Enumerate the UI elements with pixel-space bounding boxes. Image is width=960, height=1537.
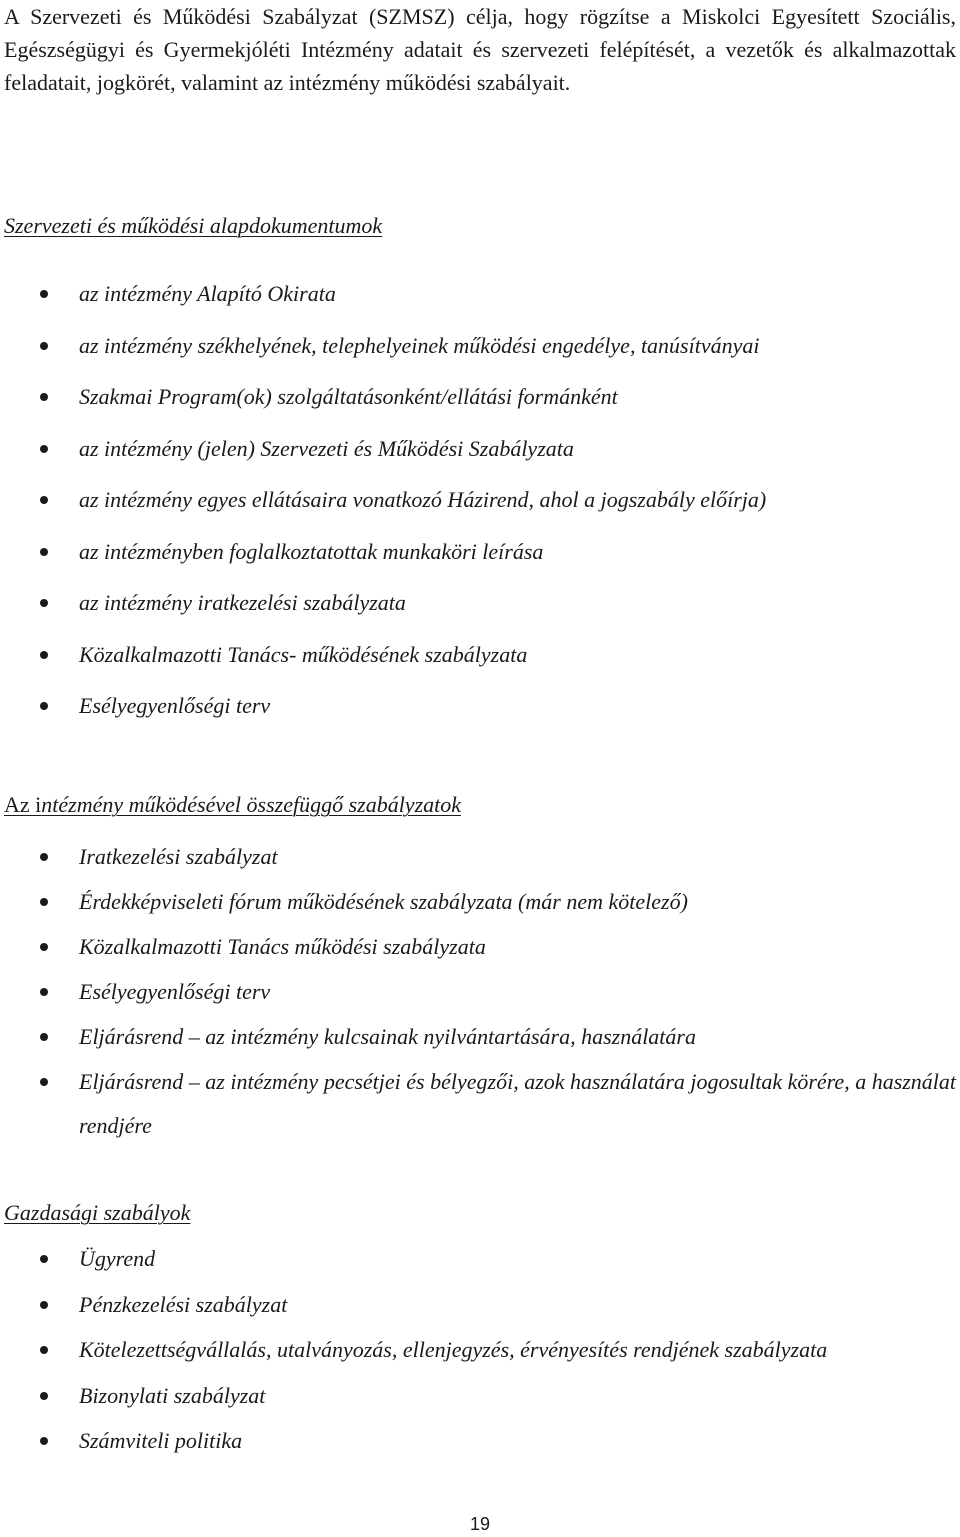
bullet-icon (40, 342, 48, 350)
bullet-icon (40, 898, 48, 906)
list-item: Esélyegyenlőségi terv (0, 978, 960, 1023)
list-item: Közalkalmazotti Tanács- működésének szabályzata (0, 641, 960, 693)
bullet-icon (40, 943, 48, 951)
bullet-icon (40, 1078, 48, 1086)
section-heading-related-regulations: Az intézmény működésével összefüggő szabályzatok (4, 792, 462, 817)
list-item: Szakmai Program(ok) szolgáltatásonként/ellátási formánként (0, 383, 960, 435)
bullet-icon (40, 1033, 48, 1041)
list-item: Bizonylati szabályzat (0, 1382, 960, 1428)
economic-rules-list (0, 1245, 960, 1473)
list-item: az intézmény iratkezelési szabályzata (0, 589, 960, 641)
bullet-icon (40, 1437, 48, 1445)
bullet-icon (40, 1346, 48, 1354)
list-item: az intézmény Alapító Okirata (0, 280, 960, 332)
list-item: az intézmény székhelyének, telephelyeinek működési engedélye, tanúsítványai (0, 332, 960, 384)
list-item: Ügyrend (0, 1245, 960, 1291)
bullet-icon (40, 548, 48, 556)
bullet-icon (40, 988, 48, 996)
list-item: Számviteli politika (0, 1427, 960, 1473)
section-heading-economic-rules: Gazdasági szabályok (4, 1200, 191, 1225)
bullet-icon (40, 1392, 48, 1400)
related-regulations-list (0, 843, 960, 1150)
list-item: Esélyegyenlőségi terv (0, 692, 960, 744)
list-item: Eljárásrend – az intézmény kulcsainak nyilvántartására, használatára (0, 1023, 960, 1068)
section-heading-basic-documents: Szervezeti és működési alapdokumentumok (4, 213, 383, 238)
bullet-icon (40, 853, 48, 861)
list-item: az intézmény egyes ellátásaira vonatkozó Házirend, ahol a jogszabály előírja) (0, 486, 960, 538)
bullet-icon (40, 393, 48, 401)
list-item: Pénzkezelési szabályzat (0, 1291, 960, 1337)
list-item: Érdekképviseleti fórum működésének szabályzata (már nem kötelező) (0, 888, 960, 933)
bullet-icon (40, 1255, 48, 1263)
list-item: az intézmény (jelen) Szervezeti és Működési Szabályzata (0, 435, 960, 487)
basic-documents-list (0, 280, 960, 744)
intro-paragraph: A Szervezeti és Működési Szabályzat (SZMSZ) célja, hogy rögzítse a Miskolci Egyesített Szociális, Egészségügyi és Gyermekjóléti Intézmény adatait és szervezeti felépítését, a vezetők és alkalmazottak feladatait, jogkörét, valamint az intézmény működési szabályait. (4, 4, 956, 95)
bullet-icon (40, 496, 48, 504)
bullet-icon (40, 290, 48, 298)
page-number: 19 (469, 1514, 491, 1534)
bullet-icon (40, 445, 48, 453)
bullet-icon (40, 702, 48, 710)
list-item: Kötelezettségvállalás, utalványozás, ellenjegyzés, érvényesítés rendjének szabályzata (0, 1336, 960, 1382)
list-item: Iratkezelési szabályzat (0, 843, 960, 888)
list-item: Közalkalmazotti Tanács működési szabályzata (0, 933, 960, 978)
bullet-icon (40, 651, 48, 659)
bullet-icon (40, 1301, 48, 1309)
bullet-icon (40, 599, 48, 607)
list-item: az intézményben foglalkoztatottak munkaköri leírása (0, 538, 960, 590)
list-item: Eljárásrend – az intézmény pecsétjei és bélyegzői, azok használatára jogosultak körére, a használat rendjére (0, 1060, 957, 1150)
